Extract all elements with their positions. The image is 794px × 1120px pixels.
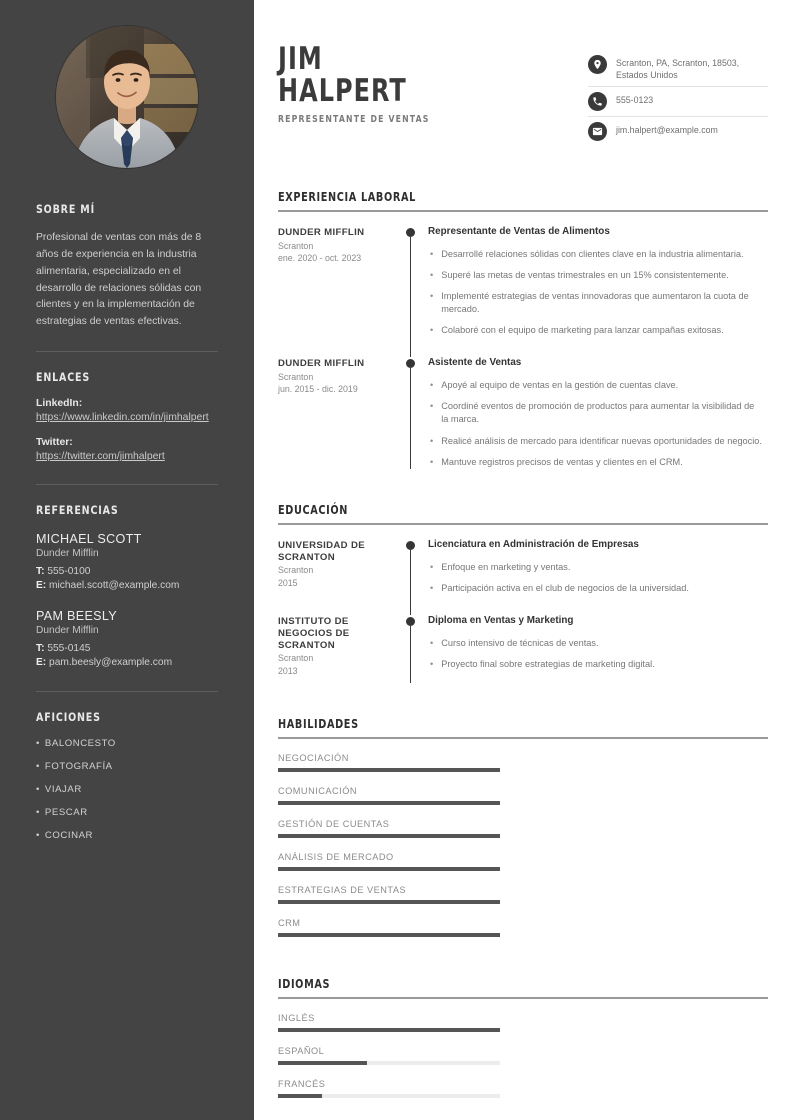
- entry-dates: 2015: [278, 577, 298, 588]
- hobby-item: [36, 830, 218, 841]
- skill-bar-fill: [278, 834, 500, 838]
- entry-bullet: [428, 379, 768, 392]
- spacer: [428, 345, 768, 357]
- entry-dates: jun. 2015 - dic. 2019: [278, 384, 358, 395]
- bullet-text: Desarrollé relaciones sólidas con clientes clave en la industria alimentaria.: [441, 249, 744, 260]
- entry-org: UNIVERSIDAD DE SCRANTON: [278, 539, 365, 563]
- reference-phone-label: T:: [36, 642, 45, 654]
- languages-grid: [278, 1013, 768, 1112]
- avatar: [56, 26, 198, 168]
- skills-grid: [278, 753, 768, 951]
- bullet-text: Apoyé al equipo de ventas en la gestión de cuentas clave.: [441, 380, 679, 391]
- timeline-line: [410, 548, 411, 615]
- entry-org: DUNDER MIFFLIN: [278, 358, 365, 370]
- entry-org: DUNDER MIFFLIN: [278, 227, 365, 239]
- bullet-dot-icon: •: [430, 658, 434, 669]
- phone-icon: [588, 92, 607, 111]
- hobby-label: COCINAR: [44, 830, 94, 842]
- link-url-twitter[interactable]: https://twitter.com/jimhalpert: [36, 451, 165, 463]
- section-rule: [278, 523, 768, 525]
- language-bar-track: [278, 1094, 500, 1098]
- reference-name: MICHAEL SCOTT: [36, 532, 142, 547]
- education-entry: [278, 615, 768, 691]
- skill-bar-fill: [278, 900, 500, 904]
- skill-label: ANÁLISIS DE MERCADO: [278, 851, 394, 862]
- entry-dates: ene. 2020 - oct. 2023: [278, 253, 362, 264]
- reference-phone: [36, 565, 218, 580]
- bullet-text: Proyecto final sobre estrategias de marketing digital.: [441, 658, 655, 669]
- reference-phone-label: T:: [36, 565, 45, 577]
- skill-label: GESTIÓN DE CUENTAS: [278, 818, 390, 829]
- reference-org: Dunder Mifflin: [36, 624, 99, 636]
- links-heading: ENLACES: [36, 370, 91, 385]
- reference-phone-value: 555-0145: [47, 642, 91, 654]
- bullet-dot-icon: •: [430, 291, 434, 302]
- sidebar: [0, 0, 254, 1120]
- language-bar-track: [278, 1028, 500, 1032]
- experience-section: [278, 190, 768, 476]
- envelope-icon: [588, 122, 607, 141]
- link-item: [36, 437, 218, 464]
- reference-item: [36, 531, 218, 594]
- language-bar-fill: [278, 1028, 500, 1032]
- experience-heading: EXPERIENCIA LABORAL: [278, 190, 416, 205]
- hobbies-section: [36, 710, 218, 841]
- last-name: HALPERT: [278, 72, 407, 109]
- location-pin-icon: [588, 55, 607, 74]
- bullet-text: Implementé estrategias de ventas innovadoras que aumentaron la cuota de mercado.: [441, 291, 749, 315]
- divider: [36, 691, 218, 692]
- entry-title: Licenciatura en Administración de Empresas: [428, 538, 639, 550]
- hobby-label: VIAJAR: [44, 784, 82, 796]
- references-section: [36, 503, 218, 671]
- timeline-line: [410, 235, 411, 357]
- entry-bullet: [428, 582, 768, 595]
- references-heading: REFERENCIAS: [36, 503, 119, 518]
- language-item: [278, 1046, 500, 1065]
- entry-meta: [278, 539, 406, 615]
- spacer: [428, 679, 768, 691]
- entry-bullet: [428, 324, 768, 337]
- language-item: [278, 1079, 500, 1098]
- entry-body: [406, 615, 768, 691]
- skill-item: [278, 885, 500, 904]
- entry-title: Diploma en Ventas y Marketing: [428, 614, 574, 626]
- experience-entry: [278, 357, 768, 476]
- education-entry: [278, 539, 768, 615]
- hobby-item: [36, 761, 218, 772]
- skill-label: CRM: [278, 917, 301, 928]
- timeline-line: [410, 366, 411, 468]
- bullet-dot-icon: •: [430, 435, 434, 446]
- reference-email-label: E:: [36, 657, 47, 669]
- contact-phone-text: 555-0123: [616, 95, 654, 106]
- language-bar-track: [278, 1061, 500, 1065]
- entry-location: Scranton: [278, 653, 314, 664]
- reference-name: PAM BEESLY: [36, 609, 117, 624]
- language-label: FRANCÉS: [278, 1078, 326, 1089]
- contact-email-text: jim.halpert@example.com: [616, 125, 718, 136]
- skill-item: [278, 753, 500, 772]
- bullet-text: Realicé análisis de mercado para identificar nuevas oportunidades de negocio.: [441, 435, 762, 446]
- reference-email: [36, 579, 218, 594]
- skill-bar-fill: [278, 768, 500, 772]
- skill-bar-fill: [278, 933, 500, 937]
- entry-bullet: [428, 248, 768, 261]
- entry-dates: 2013: [278, 666, 298, 677]
- reference-email-label: E:: [36, 580, 47, 592]
- language-label: ESPAÑOL: [278, 1045, 325, 1056]
- link-label-linkedin: LinkedIn:: [36, 398, 83, 410]
- bullet-dot-icon: •: [430, 249, 434, 260]
- link-item: [36, 398, 218, 425]
- first-name: JIM: [278, 41, 323, 77]
- language-bar-fill: [278, 1094, 322, 1098]
- education-section: [278, 503, 768, 691]
- skill-bar-track: [278, 933, 500, 937]
- languages-heading: IDIOMAS: [278, 976, 331, 991]
- skill-bar-track: [278, 801, 500, 805]
- skill-item: [278, 918, 500, 937]
- timeline-line: [410, 624, 411, 683]
- bullet-dot-icon: •: [36, 807, 40, 819]
- bullet-dot-icon: •: [430, 456, 434, 467]
- bullet-dot-icon: •: [430, 325, 434, 336]
- bullet-dot-icon: •: [430, 380, 434, 391]
- skill-bar-fill: [278, 801, 500, 805]
- reference-email: [36, 656, 218, 671]
- bullet-dot-icon: •: [36, 738, 40, 750]
- bullet-text: Colaboré con el equipo de marketing para lanzar campañas exitosas.: [441, 325, 724, 336]
- bullet-dot-icon: •: [430, 561, 434, 572]
- entry-bullet: [428, 456, 768, 469]
- profile-photo-wrapper: [36, 26, 218, 168]
- entry-bullet: [428, 637, 768, 650]
- skill-item: [278, 852, 500, 871]
- entry-title: Representante de Ventas de Alimentos: [428, 226, 610, 238]
- entry-body: [406, 226, 768, 357]
- bullet-text: Mantuve registros precisos de ventas y clientes en el CRM.: [441, 456, 683, 467]
- contact-email: [588, 117, 768, 146]
- entry-meta: [278, 615, 406, 691]
- reference-email-value: pam.beesly@example.com: [49, 657, 173, 669]
- bullet-dot-icon: •: [36, 830, 40, 842]
- section-rule: [278, 737, 768, 739]
- bullet-dot-icon: •: [36, 784, 40, 796]
- skill-bar-track: [278, 867, 500, 871]
- entry-bullet: [428, 400, 768, 426]
- job-role-subtitle: REPRESENTANTE DE VENTAS: [278, 114, 430, 126]
- main-content: [254, 0, 794, 1120]
- entry-bullet: [428, 269, 768, 282]
- bullet-text: Coordiné eventos de promoción de productos para aumentar la visibilidad de la marca.: [441, 401, 755, 425]
- entry-bullet: [428, 290, 768, 316]
- contact-block: [578, 50, 768, 146]
- resume-header: [278, 41, 768, 146]
- skill-label: COMUNICACIÓN: [278, 785, 357, 796]
- divider: [36, 351, 218, 352]
- entry-location: Scranton: [278, 565, 314, 576]
- language-bar-fill: [278, 1061, 367, 1065]
- entry-title: Asistente de Ventas: [428, 357, 522, 369]
- hobby-label: PESCAR: [44, 807, 88, 819]
- hobby-label: BALONCESTO: [44, 738, 116, 750]
- hobbies-heading: AFICIONES: [36, 710, 101, 725]
- language-label: INGLÉS: [278, 1012, 315, 1023]
- language-item: [278, 1013, 500, 1032]
- about-text: Profesional de ventas con más de 8 años de experiencia en la industria alimentaria, especializado en el desarrollo de relaciones sólidas con clientes y en la implementación de estrategias de ventas efectivas.: [36, 232, 202, 328]
- entry-meta: [278, 226, 406, 357]
- bullet-text: Curso intensivo de técnicas de ventas.: [441, 637, 599, 648]
- contact-address: [588, 50, 768, 87]
- skill-label: ESTRATEGIAS DE VENTAS: [278, 884, 407, 895]
- reference-phone: [36, 642, 218, 657]
- skill-item: [278, 819, 500, 838]
- bullet-text: Participación activa en el club de negocios de la universidad.: [441, 582, 689, 593]
- link-label-twitter: Twitter:: [36, 437, 73, 449]
- entry-bullet: [428, 435, 768, 448]
- experience-entry: [278, 226, 768, 357]
- links-section: [36, 370, 218, 464]
- hobby-item: [36, 807, 218, 818]
- link-url-linkedin[interactable]: https://www.linkedin.com/in/jimhalpert: [36, 412, 209, 424]
- hobby-item: [36, 738, 218, 749]
- entry-meta: [278, 357, 406, 476]
- skill-item: [278, 786, 500, 805]
- contact-address-text: Scranton, PA, Scranton, 18503, Estados Unidos: [616, 58, 740, 81]
- bullet-dot-icon: •: [430, 582, 434, 593]
- contact-phone: [588, 87, 768, 117]
- entry-body: [406, 539, 768, 615]
- bullet-dot-icon: •: [430, 270, 434, 281]
- entry-org: INSTITUTO DE NEGOCIOS DE SCRANTON: [278, 615, 350, 652]
- entry-bullet: [428, 561, 768, 574]
- languages-section: [278, 977, 768, 1112]
- name-block: [278, 41, 578, 126]
- skill-bar-track: [278, 834, 500, 838]
- skill-bar-track: [278, 768, 500, 772]
- entry-location: Scranton: [278, 240, 314, 251]
- education-heading: EDUCACIÓN: [278, 502, 349, 517]
- section-rule: [278, 210, 768, 212]
- bullet-dot-icon: •: [36, 761, 40, 773]
- bullet-dot-icon: •: [430, 637, 434, 648]
- about-section: [36, 202, 218, 331]
- bullet-text: Enfoque en marketing y ventas.: [441, 561, 571, 572]
- reference-phone-value: 555-0100: [47, 565, 91, 577]
- skill-bar-fill: [278, 867, 500, 871]
- reference-org: Dunder Mifflin: [36, 547, 99, 559]
- entry-bullet: [428, 658, 768, 671]
- bullet-text: Superé las metas de ventas trimestrales en un 15% consistentemente.: [441, 270, 729, 281]
- spacer: [428, 603, 768, 615]
- portrait-illustration: [56, 26, 198, 168]
- entry-location: Scranton: [278, 371, 314, 382]
- skills-heading: HABILIDADES: [278, 716, 359, 731]
- skills-section: [278, 717, 768, 951]
- entry-body: [406, 357, 768, 476]
- skill-label: NEGOCIACIÓN: [278, 752, 349, 763]
- divider: [36, 484, 218, 485]
- hobby-item: [36, 784, 218, 795]
- skill-bar-track: [278, 900, 500, 904]
- section-rule: [278, 997, 768, 999]
- bullet-dot-icon: •: [430, 401, 434, 412]
- about-heading: SOBRE MÍ: [36, 202, 95, 216]
- reference-item: [36, 608, 218, 671]
- hobby-label: FOTOGRAFÍA: [44, 761, 113, 773]
- reference-email-value: michael.scott@example.com: [49, 580, 180, 592]
